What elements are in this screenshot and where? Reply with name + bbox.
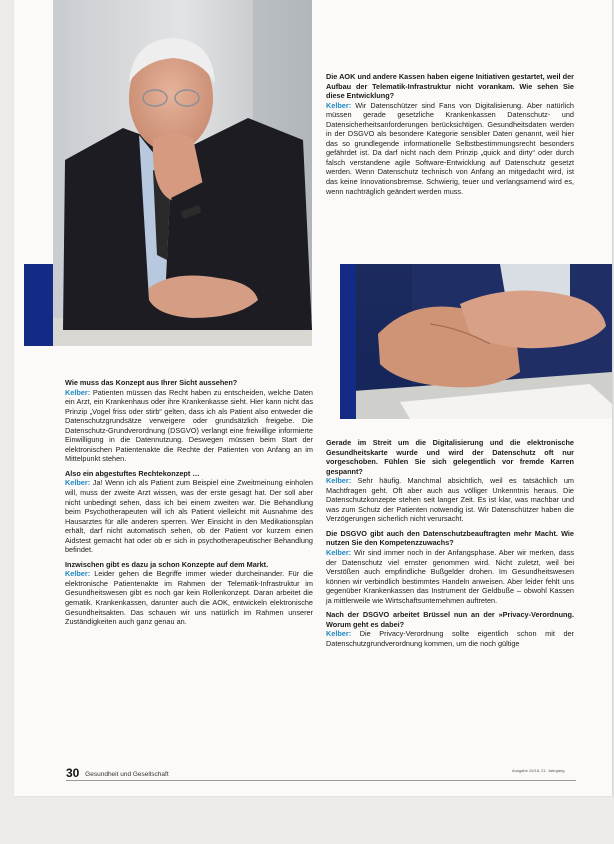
answer-text: Wir sind immer noch in der Anfangsphase. Aber wir merken, dass der Datenschutz viel ernster genommen wird. Nicht zuletzt, weil bei Verstößen auch empfindliche Bußgelder drohen. Im Gesundheitswesen können wir verbindlich bestimmtes Handeln anweisen. Aber leider fehlt uns gegenüber Krankenkassen das Instrument der Geldbuße – obwohl Kassen ja mittlerweile wie Wirtschaftsunternehmen auftreten.: [326, 548, 574, 605]
answer: [65, 478, 313, 554]
question: Wie muss das Konzept aus Ihrer Sicht aussehen?: [65, 378, 238, 387]
answer-text: Ja! Wenn ich als Patient zum Beispiel eine Zweitmeinung einholen will, muss der zweite Arzt wissen, was der erste gesagt hat. Der soll aber nicht unbedingt sehen, dass ich bei einem zweiten war. Die Behandlung beim Psychotherapeuten will ich als Patient vielleicht mit Ausnahme des Hausarztes für alle anderen sperren. Wer Einsicht in den Medikationsplan erhält, darf nicht automatisch sehen, ob der Patient vor kurzem einen Aidstest gemacht hat oder ob er sich in psychotherapeutischer Behandlung befindet.: [65, 478, 313, 555]
answer: [65, 569, 313, 626]
accent-bar-left: [24, 264, 53, 346]
accent-bar-right: [340, 264, 356, 419]
answer: [326, 476, 574, 524]
answer: [326, 101, 574, 196]
text-column-left: [65, 378, 313, 627]
answer-text: Die Privacy-Verordnung sollte eigentlich schon mit der Datenschutzgrundverordnung kommen, um die noch gültige: [326, 629, 574, 648]
answer-text: Sehr häufig. Manchmal absichtlich, weil es tatsächlich um Machtfragen geht. Oft aber auch aus völliger Unkenntnis heraus. Die Datenschutzkonzepte stehen seit langer Zeit. Es ist klar, was machbar und was zum Schutz der Patienten notwendig ist. Wir Datenschützer haben die Verzögerungen sicherlich nicht verursacht.: [326, 476, 574, 524]
question: Die AOK und andere Kassen haben eigene Initiativen gestartet, weil der Aufbau der Telematik-Infrastruktur nicht vorankam. Wie sehen Sie diese Entwicklung?: [326, 72, 574, 101]
text-column-right-top: [326, 72, 574, 196]
speaker-label: Kelber:: [326, 629, 352, 639]
page-footer: [66, 766, 169, 780]
text-column-right-bottom: [326, 438, 574, 648]
footer-rule: [66, 780, 576, 781]
speaker-label: Kelber:: [65, 478, 91, 488]
answer-text: Wir Datenschützer sind Fans von Digitalisierung. Aber natürlich müssen gerade gesetzliche Krankenkassen Datenschutz- und Datensicherheitsanforderungen berücksichtigen. Gesundheitsdaten werden in der DSGVO als besondere Kategorie sensibler Daten genannt, weil hier das so grundlegende informationelle Selbstbestimmungsrecht besonders gefährdet ist. Da darf nicht nach dem Prinzip „quick and dirty“ oder durch falsch verstandene agile Software-Entwicklung auf Datenschutz gesetzt werden. Wenn Datenschutz technisch von Anfang an mitgedacht wird, ist das keine Innovationsbremse. Schwierig, teuer und verlangsamend wird es, wenn nachträglich geändert werden muss.: [326, 100, 574, 196]
speaker-label: Kelber:: [326, 100, 352, 110]
question: Die DSGVO gibt auch den Datenschutzbeauftragten mehr Macht. Wie nutzen Sie den Kompetenzzuwachs?: [326, 528, 574, 548]
answer-text: Leider gehen die Begriffe immer wieder durcheinander. Für die elektronische Patientenakte im Rahmen der Telematik-Infrastruktur im Gesundheitswesen gibt es noch gar kein Rollenkonzept. Daran arbeitet die gematik. Krankenkassen, darunter auch die AOK, entwickeln elektronische Gesundheitsakten. Das schauen wir uns natürlich im Rahmen unserer Zuständigkeiten auch ganz genau an.: [65, 569, 313, 627]
speaker-label: Kelber:: [326, 476, 352, 486]
speaker-label: Kelber:: [326, 548, 352, 558]
speaker-label: Kelber:: [65, 569, 91, 579]
question: Gerade im Streit um die Digitalisierung und die elektronische Gesundheitskarte wurde und wird der Datenschutz oft nur vorgeschoben. Fühlen Sie sich gelegentlich vor fremde Karren gespannt?: [326, 438, 574, 476]
issue-info: Ausgabe 10/18, 21. Jahrgang: [512, 768, 565, 773]
question: Nach der DSGVO arbeitet Brüssel nun an der »Privacy-Verordnung. Worum geht es dabei?: [326, 610, 574, 629]
answer-text: Patienten müssen das Recht haben zu entscheiden, welche Daten ein Arzt, ein Krankenhaus oder ihre Krankenkasse sieht. Hier kann nicht das Prinzip „Vogel friss oder stirb“ gelten, dass ich als Patient also entweder die Datenschutzgrundsätze verweigere oder grundsätzlich freigebe. Die Datenschutz-Grundverordnung (DSGVO) verlangt eine freiwillige informierte Einwilligung in die Datennutzung. Deswegen müssen beim Start der elektronischen Patientenakte die Rechte der Patienten von Anfang an im Mittelpunkt stehen.: [65, 387, 313, 464]
page-number: 30: [66, 766, 80, 780]
question: Inzwischen gibt es dazu ja schon Konzepte auf dem Markt.: [65, 559, 269, 569]
answer: [65, 388, 313, 464]
answer: [326, 548, 574, 605]
portrait-photo: [53, 0, 312, 346]
speaker-label: Kelber:: [65, 387, 91, 397]
hands-photo: [340, 264, 612, 419]
question: Also ein abgestuftes Rechtekonzept …: [65, 468, 200, 478]
answer: [326, 629, 574, 648]
section-title: Gesundheit und Gesellschaft: [85, 771, 169, 778]
